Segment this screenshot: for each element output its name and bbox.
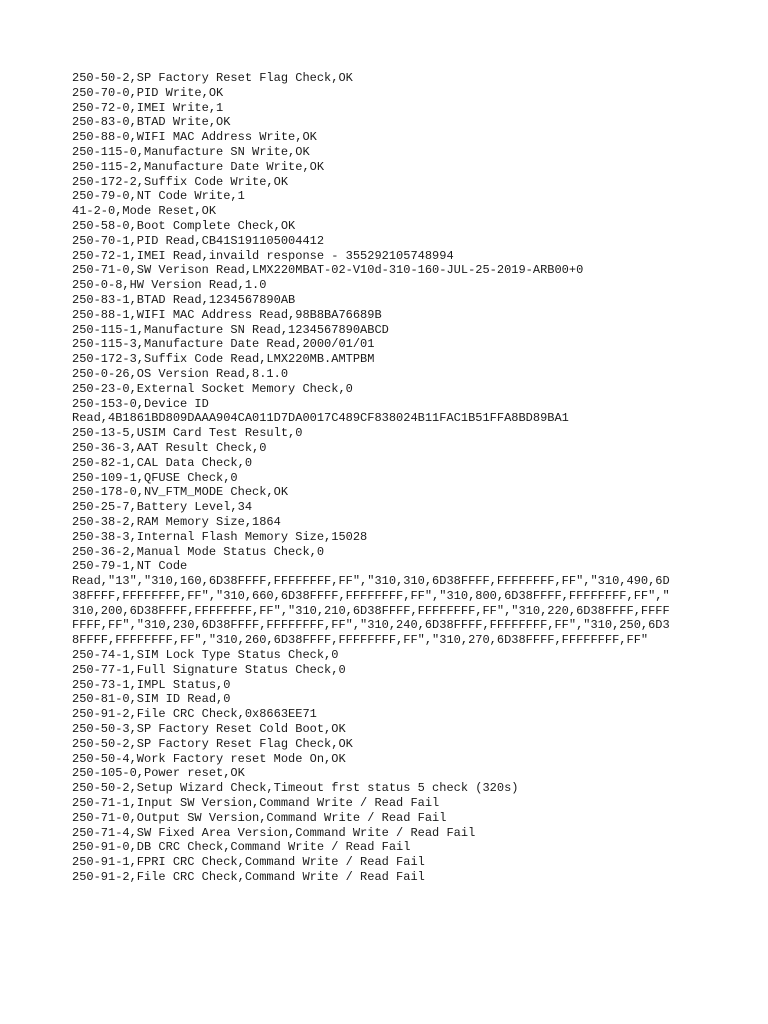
log-line: 250-50-2,Setup Wizard Check,Timeout frst status 5 check (320s) [72, 781, 519, 796]
log-line: Read,"13","310,160,6D38FFFF,FFFFFFFF,FF","310,310,6D38FFFF,FFFFFFFF,FF","310,490,6D [72, 574, 670, 589]
log-line: 250-72-1,IMEI Read,invaild response - 355292105748994 [72, 248, 454, 263]
log-line: 250-0-26,OS Version Read,8.1.0 [72, 366, 289, 381]
log-line: 250-71-4,SW Fixed Area Version,Command Write / Read Fail [72, 825, 476, 840]
log-line: 41-2-0,Mode Reset,OK [72, 204, 217, 219]
log-line: 250-115-3,Manufacture Date Read,2000/01/01 [72, 337, 375, 352]
log-line: 250-83-0,BTAD Write,OK [72, 115, 231, 130]
log-line: 250-79-0,NT Code Write,1 [72, 189, 245, 204]
log-line: 250-74-1,SIM Lock Type Status Check,0 [72, 648, 339, 663]
log-line: 250-71-1,Input SW Version,Command Write / Read Fail [72, 796, 440, 811]
log-line: 250-70-1,PID Read,CB41S191105004412 [72, 233, 325, 248]
log-line: 250-70-0,PID Write,OK [72, 85, 224, 100]
log-line: 250-153-0,Device ID [72, 396, 209, 411]
log-line: 250-36-3,AAT Result Check,0 [72, 440, 267, 455]
log-line: 250-91-1,FPRI CRC Check,Command Write / Read Fail [72, 855, 425, 870]
log-line: 38FFFF,FFFFFFFF,FF","310,660,6D38FFFF,FFFFFFFF,FF","310,800,6D38FFFF,FFFFFFFF,FF"," [72, 588, 670, 603]
log-line: 250-71-0,Output SW Version,Command Write / Read Fail [72, 810, 447, 825]
log-line: 250-105-0,Power reset,OK [72, 766, 245, 781]
log-line: 250-115-1,Manufacture SN Read,1234567890ABCD [72, 322, 389, 337]
log-line: 8FFFF,FFFFFFFF,FF","310,260,6D38FFFF,FFFFFFFF,FF","310,270,6D38FFFF,FFFFFFFF,FF" [72, 633, 649, 648]
log-line: 250-91-2,File CRC Check,0x8663EE71 [72, 707, 317, 722]
log-line: 250-172-2,Suffix Code Write,OK [72, 174, 289, 189]
log-line: 250-50-4,Work Factory reset Mode On,OK [72, 751, 346, 766]
log-line: 250-172-3,Suffix Code Read,LMX220MB.AMTPBM [72, 352, 375, 367]
log-line: 250-82-1,CAL Data Check,0 [72, 455, 253, 470]
log-line: FFFF,FF","310,230,6D38FFFF,FFFFFFFF,FF","310,240,6D38FFFF,FFFFFFFF,FF","310,250,6D3 [72, 618, 670, 633]
log-line: 250-91-2,File CRC Check,Command Write / Read Fail [72, 870, 425, 885]
log-line: 250-71-0,SW Verison Read,LMX220MBAT-02-V10d-310-160-JUL-25-2019-ARB00+0 [72, 263, 584, 278]
log-line: 250-0-8,HW Version Read,1.0 [72, 278, 267, 293]
log-line: Read,4B1861BD809DAAA904CA011D7DA0017C489CF838024B11FAC1B51FFA8BD89BA1 [72, 411, 569, 426]
log-line: 250-38-2,RAM Memory Size,1864 [72, 514, 281, 529]
log-document [72, 71, 702, 885]
log-line: 250-50-3,SP Factory Reset Cold Boot,OK [72, 722, 346, 737]
log-line: 250-115-2,Manufacture Date Write,OK [72, 159, 325, 174]
log-line: 250-50-2,SP Factory Reset Flag Check,OK [72, 71, 353, 85]
log-line: 250-23-0,External Socket Memory Check,0 [72, 381, 353, 396]
log-line: 250-77-1,Full Signature Status Check,0 [72, 662, 346, 677]
log-line: 250-81-0,SIM ID Read,0 [72, 692, 231, 707]
log-line: 250-13-5,USIM Card Test Result,0 [72, 426, 303, 441]
log-line: 250-178-0,NV_FTM_MODE Check,OK [72, 485, 289, 500]
log-line: 250-91-0,DB CRC Check,Command Write / Read Fail [72, 840, 411, 855]
log-line: 250-88-0,WIFI MAC Address Write,OK [72, 130, 317, 145]
log-line: 250-38-3,Internal Flash Memory Size,15028 [72, 529, 368, 544]
log-line: 250-73-1,IMPL Status,0 [72, 677, 231, 692]
log-line: 250-115-0,Manufacture SN Write,OK [72, 144, 310, 159]
log-line: 250-50-2,SP Factory Reset Flag Check,OK [72, 736, 353, 751]
log-line: 310,200,6D38FFFF,FFFFFFFF,FF","310,210,6D38FFFF,FFFFFFFF,FF","310,220,6D38FFFF,FFFF [72, 603, 670, 618]
log-line: 250-88-1,WIFI MAC Address Read,98B8BA76689B [72, 307, 382, 322]
log-line: 250-58-0,Boot Complete Check,OK [72, 218, 296, 233]
log-line: 250-83-1,BTAD Read,1234567890AB [72, 292, 296, 307]
log-line: 250-109-1,QFUSE Check,0 [72, 470, 238, 485]
log-line: 250-72-0,IMEI Write,1 [72, 100, 224, 115]
log-line: 250-36-2,Manual Mode Status Check,0 [72, 544, 325, 559]
log-line: 250-25-7,Battery Level,34 [72, 500, 253, 515]
log-line: 250-79-1,NT Code [72, 559, 188, 574]
